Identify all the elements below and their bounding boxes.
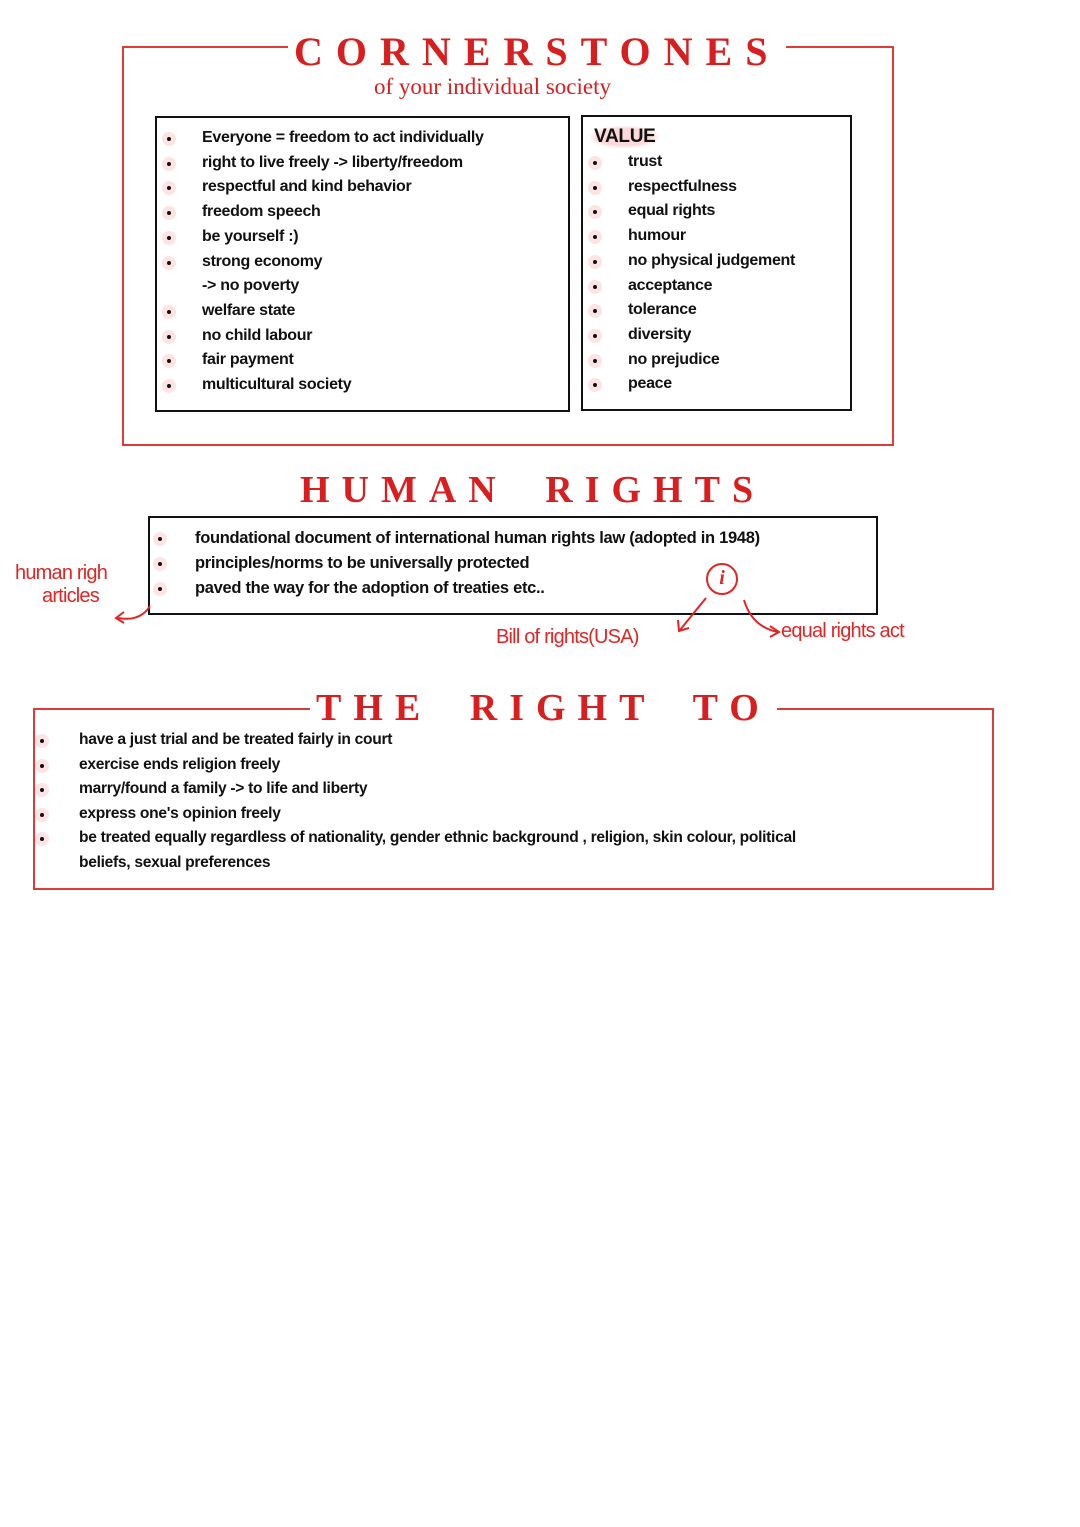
list-item: Everyone = freedom to act individually (202, 129, 484, 146)
list-item: fair payment (202, 351, 294, 369)
list-item: diversity (628, 325, 692, 343)
list-item: no prejudice (628, 350, 720, 368)
bullet-icon (35, 759, 49, 773)
note-equal-rights-act: equal rights act (781, 620, 904, 642)
bullet-icon (162, 157, 176, 171)
list-item: have a just trial and be treated fairly in court (79, 731, 393, 748)
list-item: foundational document of international human rights law (adopted in 1948) (195, 529, 760, 547)
bullet-icon (588, 230, 602, 244)
list-item: -> no poverty (202, 277, 300, 295)
list-item: welfare state (202, 301, 296, 319)
list-item: acceptance (628, 276, 713, 294)
list-item: express one's opinion freely (79, 804, 281, 822)
bullet-icon (35, 808, 49, 822)
bullet-icon (588, 280, 602, 294)
bullet-icon (162, 305, 176, 319)
bullet-icon (153, 532, 167, 546)
list-item: be treated equally regardless of nationality, gender ethnic background , religion, skin colour, political (79, 829, 796, 847)
list-item: marry/found a family -> to life and liberty (79, 780, 368, 798)
values-heading: VALUE (590, 126, 659, 148)
list-item: tolerance (628, 301, 697, 319)
bullet-icon (162, 379, 176, 393)
curved-arrow-icon (110, 600, 160, 630)
bullet-icon (588, 181, 602, 195)
list-item: principles/norms to be universally protected (195, 554, 530, 572)
bullet-icon (162, 132, 176, 146)
bullet-icon (162, 206, 176, 220)
list-item: be yourself :) (202, 227, 299, 245)
list-item: no child labour (202, 326, 313, 344)
bullet-icon (162, 256, 176, 270)
list-item: exercise ends religion freely (79, 755, 281, 773)
side-note-line2: articles (42, 585, 99, 607)
bullet-icon (162, 231, 176, 245)
bullet-icon (588, 255, 602, 269)
list-item: multicultural society (202, 376, 352, 393)
list-item: no physical judgement (628, 251, 796, 269)
cornerstones-title: CORNERSTONES (288, 28, 786, 75)
list-item: right to live freely -> liberty/freedom (202, 153, 463, 171)
bullet-icon (162, 330, 176, 344)
bullet-icon (588, 329, 602, 343)
list-item: equal rights (628, 202, 716, 220)
list-item: trust (628, 153, 663, 170)
right-to-title: THE RIGHT TO (310, 686, 777, 730)
arrows-icon (670, 592, 790, 642)
list-item: respectfulness (628, 177, 737, 195)
human-rights-title: HUMAN RIGHTS (300, 469, 766, 511)
bullet-icon (153, 582, 167, 596)
info-icon: i (706, 563, 738, 595)
list-item: paved the way for the adoption of treaties etc.. (195, 579, 545, 597)
list-item: freedom speech (202, 203, 321, 221)
bullet-icon (588, 354, 602, 368)
bullet-icon (35, 734, 49, 748)
list-item: humour (628, 227, 686, 245)
bullet-icon (588, 156, 602, 170)
list-item: beliefs, sexual preferences (79, 854, 271, 871)
list-item: strong economy (202, 252, 323, 270)
list-item: respectful and kind behavior (202, 178, 412, 196)
side-note-line1: human righ (15, 562, 108, 584)
bullet-icon (153, 557, 167, 571)
list-item: peace (628, 375, 672, 393)
note-bill-of-rights: Bill of rights(USA) (496, 626, 639, 648)
cornerstones-subtitle: of your individual society (374, 74, 611, 99)
